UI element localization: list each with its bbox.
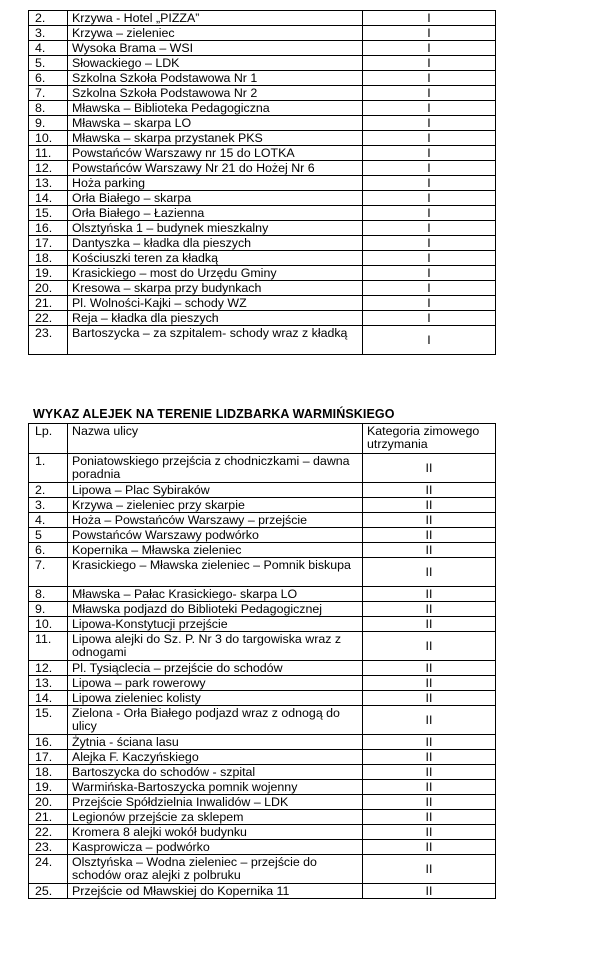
category-cell: II: [363, 528, 496, 543]
street-name-cell: Powstańców Warszawy Nr 21 do Hożej Nr 6: [68, 161, 363, 176]
category-cell: II: [363, 661, 496, 676]
lp-cell: 5: [29, 528, 68, 543]
table-row: [29, 191, 496, 206]
lp-cell: 10.: [29, 617, 68, 632]
street-name-cell: Reja – kładka dla pieszych: [68, 311, 363, 326]
category-cell: I: [363, 221, 496, 236]
alleys-table: [28, 423, 496, 899]
street-name-cell: Olsztyńska 1 – budynek mieszkalny: [68, 221, 363, 236]
table-row: [29, 587, 496, 602]
category-cell: II: [363, 825, 496, 840]
street-name-cell: Słowackiego – LDK: [68, 56, 363, 71]
table-row: [29, 116, 496, 131]
table-row: [29, 750, 496, 765]
lp-cell: 20.: [29, 795, 68, 810]
street-name-cell: Lipowa – Plac Sybiraków: [68, 483, 363, 498]
category-cell: II: [363, 735, 496, 750]
table-row: [29, 266, 496, 281]
street-name-cell: Szkolna Szkoła Podstawowa Nr 2: [68, 86, 363, 101]
category-cell: I: [363, 131, 496, 146]
lp-cell: 17.: [29, 236, 68, 251]
table-row: [29, 602, 496, 617]
table-row: [29, 810, 496, 825]
category-cell: II: [363, 765, 496, 780]
lp-cell: 9.: [29, 116, 68, 131]
table-row: [29, 498, 496, 513]
lp-cell: 11.: [29, 632, 68, 661]
table-row: [29, 251, 496, 266]
street-name-cell: Przejście od Mławskiej do Kopernika 11: [68, 884, 363, 899]
table-row: [29, 884, 496, 899]
category-cell: II: [363, 498, 496, 513]
lp-cell: 9.: [29, 602, 68, 617]
lp-cell: 15.: [29, 706, 68, 735]
category-cell: II: [363, 558, 496, 587]
street-name-cell: Mławska – Biblioteka Pedagogiczna: [68, 101, 363, 116]
category-cell: I: [363, 11, 496, 26]
category-cell: II: [363, 587, 496, 602]
street-name-cell: Szkolna Szkoła Podstawowa Nr 1: [68, 71, 363, 86]
lp-cell: 19.: [29, 780, 68, 795]
lp-cell: 12.: [29, 661, 68, 676]
lp-cell: 3.: [29, 26, 68, 41]
lp-cell: 10.: [29, 131, 68, 146]
lp-cell: 23.: [29, 840, 68, 855]
lp-cell: 21.: [29, 810, 68, 825]
lp-cell: 22.: [29, 825, 68, 840]
lp-cell: 13.: [29, 176, 68, 191]
lp-cell: 7.: [29, 86, 68, 101]
street-name-cell: Kresowa – skarpa przy budynkach: [68, 281, 363, 296]
lp-cell: 16.: [29, 735, 68, 750]
table-row: [29, 676, 496, 691]
category-cell: II: [363, 676, 496, 691]
table-row: [29, 765, 496, 780]
category-cell: I: [363, 296, 496, 311]
table-row: [29, 26, 496, 41]
table-row: [29, 528, 496, 543]
table-row: [29, 825, 496, 840]
table-row: [29, 326, 496, 355]
category-cell: I: [363, 311, 496, 326]
table-row: [29, 206, 496, 221]
lp-cell: 13.: [29, 676, 68, 691]
table-row: [29, 101, 496, 116]
category-cell: II: [363, 884, 496, 899]
category-cell: I: [363, 86, 496, 101]
category-cell: I: [363, 281, 496, 296]
table-row: [29, 735, 496, 750]
street-name-cell: Hoża – Powstańców Warszawy – przejście: [68, 513, 363, 528]
category-cell: I: [363, 251, 496, 266]
lp-cell: 2.: [29, 483, 68, 498]
street-name-cell: Powstańców Warszawy nr 15 do LOTKA: [68, 146, 363, 161]
lp-cell: 8.: [29, 101, 68, 116]
table-row: [29, 661, 496, 676]
table-row: [29, 41, 496, 56]
category-cell: II: [363, 513, 496, 528]
category-cell: II: [363, 855, 496, 884]
street-name-cell: Warmińska-Bartoszycka pomnik wojenny: [68, 780, 363, 795]
table-row: [29, 296, 496, 311]
category-cell: I: [363, 146, 496, 161]
street-name-cell: Poniatowskiego przejścia z chodniczkami – dawna poradnia: [68, 454, 363, 483]
street-name-cell: Lipowa-Konstytucji przejście: [68, 617, 363, 632]
lp-cell: 22.: [29, 311, 68, 326]
street-name-cell: Bartoszycka – za szpitalem- schody wraz z kładką: [68, 326, 363, 355]
category-cell: I: [363, 176, 496, 191]
table-header-row: [29, 424, 496, 454]
category-cell: II: [363, 691, 496, 706]
table-row: [29, 795, 496, 810]
lp-cell: 4.: [29, 513, 68, 528]
category-cell: II: [363, 795, 496, 810]
table-row: [29, 780, 496, 795]
category-cell: II: [363, 750, 496, 765]
table-row: [29, 617, 496, 632]
lp-cell: 1.: [29, 454, 68, 483]
table-row: [29, 236, 496, 251]
street-name-cell: Kościuszki teren za kładką: [68, 251, 363, 266]
lp-cell: 16.: [29, 221, 68, 236]
category-cell: I: [363, 326, 496, 355]
street-name-cell: Żytnia - ściana lasu: [68, 735, 363, 750]
street-name-cell: Bartoszycka do schodów - szpital: [68, 765, 363, 780]
lp-cell: 5.: [29, 56, 68, 71]
table-row: [29, 176, 496, 191]
category-cell: I: [363, 56, 496, 71]
lp-cell: 14.: [29, 691, 68, 706]
table-row: [29, 840, 496, 855]
street-name-cell: Kopernika – Mławska zieleniec: [68, 543, 363, 558]
category-cell: II: [363, 454, 496, 483]
street-name-cell: Mławska – Pałac Krasickiego- skarpa LO: [68, 587, 363, 602]
street-name-cell: Lipowa – park rowerowy: [68, 676, 363, 691]
street-name-cell: Kasprowicza – podwórko: [68, 840, 363, 855]
lp-cell: 6.: [29, 71, 68, 86]
header-lp: Lp.: [29, 424, 68, 454]
lp-cell: 11.: [29, 146, 68, 161]
table-row: [29, 161, 496, 176]
table-row: [29, 281, 496, 296]
street-name-cell: Alejka F. Kaczyńskiego: [68, 750, 363, 765]
street-name-cell: Olsztyńska – Wodna zieleniec – przejście do schodów oraz alejki z polbruku: [68, 855, 363, 884]
lp-cell: 18.: [29, 251, 68, 266]
header-category: Kategoria zimowego utrzymania: [363, 424, 496, 454]
table-row: [29, 454, 496, 483]
street-name-cell: Mławska – skarpa przystanek PKS: [68, 131, 363, 146]
street-name-cell: Powstańców Warszawy podwórko: [68, 528, 363, 543]
street-name-cell: Krzywa - Hotel „PIZZA”: [68, 11, 363, 26]
street-name-cell: Mławska – skarpa LO: [68, 116, 363, 131]
lp-cell: 14.: [29, 191, 68, 206]
category-cell: I: [363, 266, 496, 281]
category-cell: II: [363, 602, 496, 617]
category-cell: II: [363, 543, 496, 558]
category-cell: I: [363, 26, 496, 41]
category-cell: II: [363, 617, 496, 632]
lp-cell: 4.: [29, 41, 68, 56]
lp-cell: 19.: [29, 266, 68, 281]
category-cell: II: [363, 706, 496, 735]
lp-cell: 25.: [29, 884, 68, 899]
lp-cell: 7.: [29, 558, 68, 587]
street-name-cell: Lipowa alejki do Sz. P. Nr 3 do targowiska wraz z odnogami: [68, 632, 363, 661]
street-name-cell: Lipowa zieleniec kolisty: [68, 691, 363, 706]
table-row: [29, 11, 496, 26]
section-title: WYKAZ ALEJEK NA TERENIE LIDZBARKA WARMIŃSKIEGO: [33, 407, 395, 421]
category-cell: I: [363, 236, 496, 251]
lp-cell: 8.: [29, 587, 68, 602]
streets-table-1: [28, 10, 496, 355]
table-row: [29, 131, 496, 146]
category-cell: II: [363, 632, 496, 661]
street-name-cell: Legionów przejście za sklepem: [68, 810, 363, 825]
street-name-cell: Mławska podjazd do Biblioteki Pedagogicznej: [68, 602, 363, 617]
street-name-cell: Pl. Wolności-Kajki – schody WZ: [68, 296, 363, 311]
table-row: [29, 221, 496, 236]
street-name-cell: Hoża parking: [68, 176, 363, 191]
table-row: [29, 513, 496, 528]
table-row: [29, 56, 496, 71]
lp-cell: 15.: [29, 206, 68, 221]
table-row: [29, 71, 496, 86]
lp-cell: 18.: [29, 765, 68, 780]
street-name-cell: Orła Białego – skarpa: [68, 191, 363, 206]
table-row: [29, 558, 496, 587]
category-cell: I: [363, 101, 496, 116]
lp-cell: 3.: [29, 498, 68, 513]
street-name-cell: Przejście Spółdzielnia Inwalidów – LDK: [68, 795, 363, 810]
lp-cell: 24.: [29, 855, 68, 884]
header-street-name: Nazwa ulicy: [68, 424, 363, 454]
table-row: [29, 483, 496, 498]
category-cell: I: [363, 116, 496, 131]
street-name-cell: Zielona - Orła Białego podjazd wraz z odnogą do ulicy: [68, 706, 363, 735]
category-cell: II: [363, 780, 496, 795]
lp-cell: 17.: [29, 750, 68, 765]
lp-cell: 20.: [29, 281, 68, 296]
street-name-cell: Krzywa – zieleniec: [68, 26, 363, 41]
street-name-cell: Krasickiego – Mławska zieleniec – Pomnik biskupa: [68, 558, 363, 587]
table-row: [29, 311, 496, 326]
table-row: [29, 691, 496, 706]
street-name-cell: Krasickiego – most do Urzędu Gminy: [68, 266, 363, 281]
lp-cell: 23.: [29, 326, 68, 355]
lp-cell: 21.: [29, 296, 68, 311]
street-name-cell: Orła Białego – Łazienna: [68, 206, 363, 221]
lp-cell: 12.: [29, 161, 68, 176]
table-row: [29, 706, 496, 735]
table-row: [29, 543, 496, 558]
lp-cell: 2.: [29, 11, 68, 26]
category-cell: I: [363, 191, 496, 206]
street-name-cell: Kromera 8 alejki wokół budynku: [68, 825, 363, 840]
lp-cell: 6.: [29, 543, 68, 558]
table-row: [29, 855, 496, 884]
category-cell: I: [363, 41, 496, 56]
table-row: [29, 146, 496, 161]
street-name-cell: Krzywa – zieleniec przy skarpie: [68, 498, 363, 513]
street-name-cell: Wysoka Brama – WSI: [68, 41, 363, 56]
category-cell: II: [363, 840, 496, 855]
table-row: [29, 632, 496, 661]
category-cell: I: [363, 161, 496, 176]
category-cell: I: [363, 71, 496, 86]
street-name-cell: Dantyszka – kładka dla pieszych: [68, 236, 363, 251]
category-cell: II: [363, 483, 496, 498]
street-name-cell: Pl. Tysiąclecia – przejście do schodów: [68, 661, 363, 676]
category-cell: I: [363, 206, 496, 221]
table-row: [29, 86, 496, 101]
category-cell: II: [363, 810, 496, 825]
